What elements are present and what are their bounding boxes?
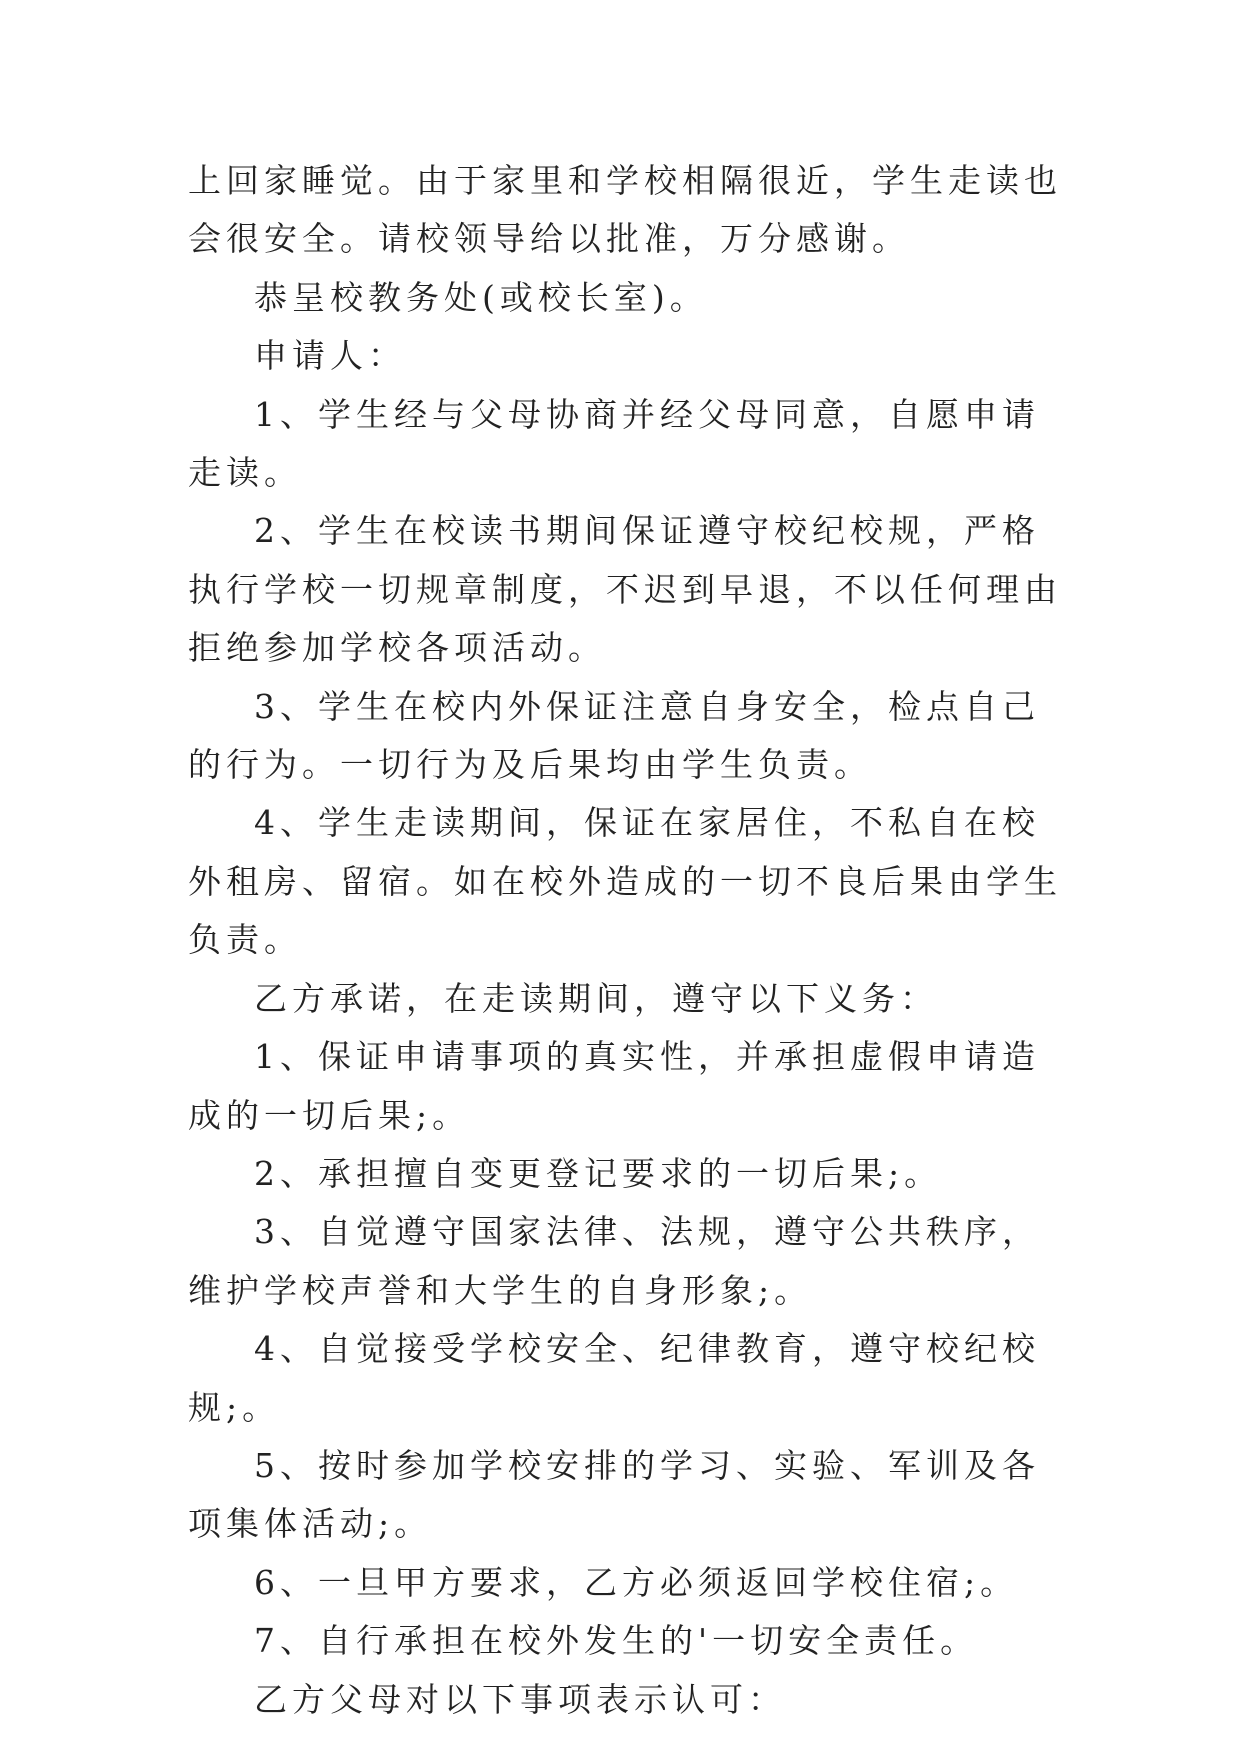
paragraph-item-2: 2、学生在校读书期间保证遵守校纪校规，严格执行学校一切规章制度，不迟到早退，不以任何理由拒绝参加学校各项活动。 bbox=[188, 511, 1062, 668]
paragraph-continuation: 上回家睡觉。由于家里和学校相隔很近，学生走读也会很安全。请校领导给以批准，万分感谢。 bbox=[188, 161, 1062, 259]
paragraph-obligation-5: 5、按时参加学校安排的学习、实验、军训及各项集体活动;。 bbox=[188, 1445, 1040, 1544]
paragraph-addressee: 恭呈校教务处(或校长室)。 bbox=[254, 277, 708, 317]
paragraph-obligation-3: 3、自觉遵守国家法律、法规，遵守公共秩序，维护学校声誉和大学生的自身形象;。 bbox=[188, 1212, 1040, 1310]
paragraph-party-b-promise: 乙方承诺，在走读期间，遵守以下义务： bbox=[254, 978, 938, 1018]
paragraph-parents-consent: 乙方父母对以下事项表示认可： bbox=[254, 1679, 786, 1719]
paragraph-item-3: 3、学生在校内外保证注意自身安全，检点自己的行为。一切行为及后果均由学生负责。 bbox=[188, 686, 1040, 785]
paragraph-applicant: 申请人： bbox=[254, 336, 406, 376]
paragraph-obligation-1: 1、保证申请事项的真实性，并承担虚假申请造成的一切后果;。 bbox=[188, 1037, 1040, 1135]
paragraph-obligation-4: 4、自觉接受学校安全、纪律教育，遵守校纪校规;。 bbox=[188, 1329, 1040, 1427]
paragraph-obligation-6: 6、一旦甲方要求，乙方必须返回学校住宿;。 bbox=[254, 1562, 1019, 1602]
paragraph-obligation-7: 7、自行承担在校外发生的'一切安全责任。 bbox=[254, 1621, 979, 1661]
paragraph-obligation-2: 2、承担擅自变更登记要求的一切后果;。 bbox=[254, 1153, 943, 1193]
paragraph-item-1: 1、学生经与父母协商并经父母同意，自愿申请走读。 bbox=[188, 394, 1040, 493]
document-body bbox=[188, 152, 1068, 1729]
paragraph-item-4: 4、学生走读期间，保证在家居住，不私自在校外租房、留宿。如在校外造成的一切不良后果由学生负责。 bbox=[188, 803, 1062, 960]
